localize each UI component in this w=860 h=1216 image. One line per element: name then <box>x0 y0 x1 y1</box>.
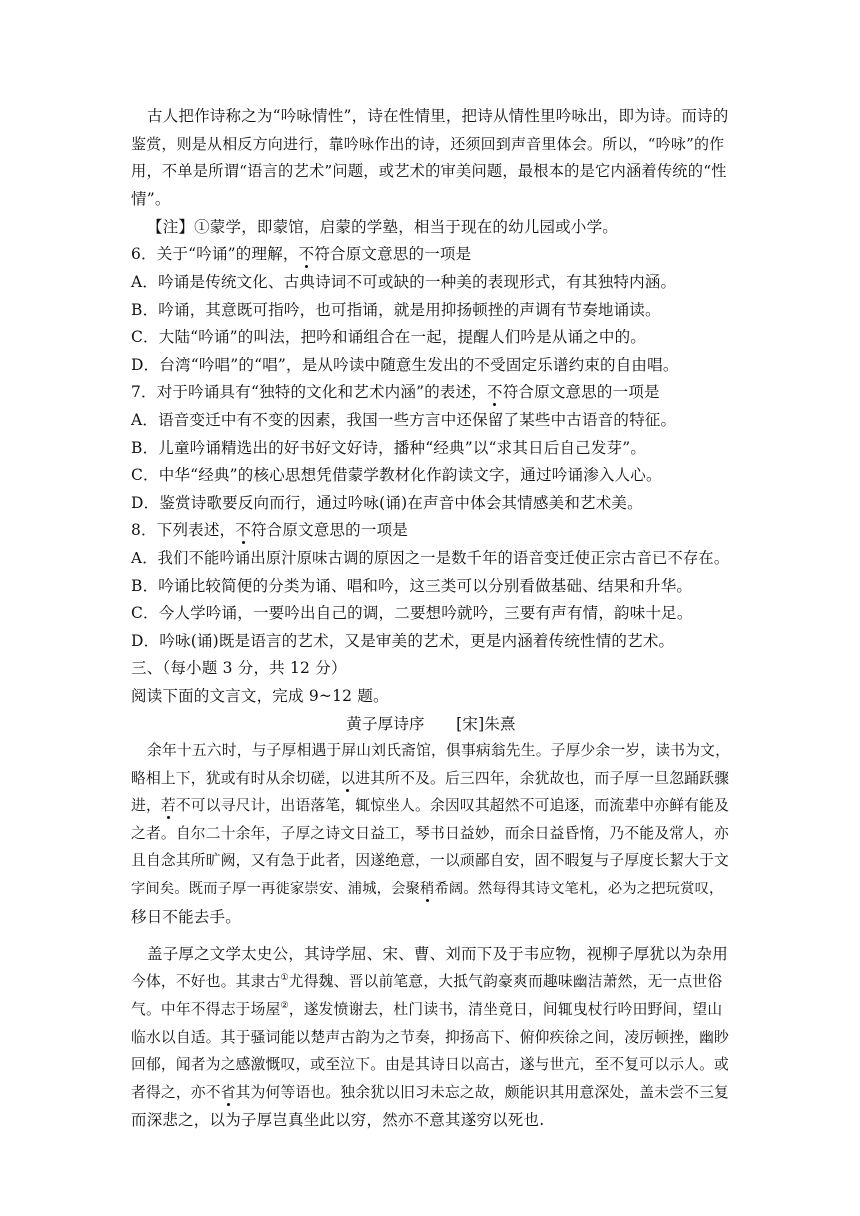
footnote-marker: ② <box>280 1001 289 1012</box>
q6-option-d: D．台湾“吟唱”的“唱”，是从吟读中随意生发出的不受固定乐谱约束的自由唱。 <box>131 356 679 374</box>
classical-text: 字间矣。既而子厚一再徙家崇安、浦城，会聚 <box>131 881 421 897</box>
classical-text: ，遂发愤谢去，杜门读书，清坐竟日，间辄曳杖行吟田野间，望山 <box>288 1001 723 1018</box>
poem-preface-title: 黄子厚诗序 [宋]朱熹 <box>346 715 516 733</box>
question-8 <box>131 519 408 541</box>
classical-line-9 <box>131 971 722 993</box>
q8-option-a: A．我们不能吟诵出原汁原味古调的原因之一是数千年的语音变迁使正宗古音已不存在。 <box>131 549 730 567</box>
classical-line-8: 盖子厚之文学太史公，其诗学屈、宋、曹、刘而下及于韦应物，视柳子厚犹以为杂用 <box>147 945 728 963</box>
emphasis-char: 以 <box>340 770 356 787</box>
q7-emphasis: 不 <box>487 383 503 401</box>
classical-text: 略相上下，犹或有时从余切磋， <box>131 770 341 787</box>
classical-line-12: 回郁，闻者为之感激慨叹，或至泣下。由是其诗日以高古，遂与世亢，至不复可以示人。或 <box>131 1056 729 1073</box>
classical-line-10 <box>131 999 722 1021</box>
classical-text: 者得之，亦不 <box>131 1084 221 1101</box>
section-instruction: 阅读下面的文言文，完成 9~12 题。 <box>131 687 389 705</box>
q6-emphasis: 不 <box>298 245 315 263</box>
classical-line-13 <box>131 1082 729 1104</box>
q7-option-a: A．语音变迁中有不变的因素，我国一些方言中还保留了某些中古语音的特征。 <box>131 411 677 429</box>
classical-text: 尤得魏、晋以前笔意，大抵气韵豪爽而趣味幽洁萧然，无一点世俗 <box>288 973 723 990</box>
question-6 <box>131 243 471 265</box>
q8-option-b: B．吟诵比较简便的分类为诵、唱和吟，这三类可以分别看做基础、结果和升华。 <box>131 577 693 595</box>
footnote-marker: ① <box>280 973 289 984</box>
passage-line-1: 古人把作诗称之为“吟咏情性”，诗在性情里，把诗从情性里吟咏出，即为诗。而诗的 <box>147 107 729 125</box>
q6-option-b: B．吟诵，其意既可指吟，也可指诵，就是用抑扬顿挫的声调有节奏地诵读。 <box>131 301 661 319</box>
emphasis-char: 稍 <box>420 881 435 897</box>
emphasis-char: 若 <box>160 797 176 814</box>
classical-text: 今体，不好也。其隶古 <box>131 973 281 990</box>
q7-stem-pre: 7．对于吟诵具有“独特的文化和艺术内涵”的表述， <box>131 383 488 401</box>
classical-text: 进其所不及。后三四年，余犹故也，而子厚一旦忽踊跃骤 <box>355 770 730 787</box>
q8-stem-post: 符合原文意思的一项是 <box>250 521 408 539</box>
passage-line-2: 鉴赏，则是从相反方向进行，靠吟咏作出的诗，还须回到声音里体会。所以，“吟咏”的作 <box>131 135 725 153</box>
footnote: 【注】①蒙学，即蒙馆，启蒙的学塾，相当于现在的幼儿园或小学。 <box>147 218 619 236</box>
q6-stem-pre: 6．关于“吟诵”的理解， <box>131 245 299 263</box>
classical-text: 希阔。然每得其诗文笔札，必为之把玩赏叹， <box>434 881 724 897</box>
q8-stem-pre: 8．下列表述， <box>131 521 236 539</box>
classical-line-4: 之者。自尔二十余年，子厚之诗文日益工，琴书日益妙，而余日益昏惰，乃不能及常人，亦 <box>131 825 729 842</box>
classical-text: 气。中年不得志于场屋 <box>131 1001 281 1018</box>
classical-text: 其为何等语也。独余犹以旧习未忘之故，颇能识其用意深处，盖未尝不三复 <box>235 1084 730 1101</box>
classical-line-2 <box>131 768 729 790</box>
classical-line-5: 且自念其所旷阙，又有急于此者，因遂绝意，一以顽鄙自安，固不暇复与子厚度长絜大于文 <box>131 852 729 869</box>
passage-line-3: 用，不单是所谓“语言的艺术”问题，或艺术的审美问题，最根本的是它内涵着传统的“性 <box>131 162 727 180</box>
emphasis-char: 省 <box>220 1084 236 1101</box>
classical-text: 进， <box>131 797 161 814</box>
q6-option-a: A．吟诵是传统文化、古典诗词不可或缺的一种美的表现形式，有其独特内涵。 <box>131 273 677 291</box>
passage-line-4: 情”。 <box>131 190 171 208</box>
classical-line-14: 而深悲之，以为子厚岂真坐此以穷，然亦不意其遂穷以死也. <box>131 1111 545 1129</box>
q7-stem-post: 符合原文意思的一项是 <box>502 383 660 401</box>
q7-option-b: B．儿童吟诵精选出的好书好文好诗，播种“经典”以“求其日后自己发芽”。 <box>131 439 647 457</box>
q7-option-d: D．鉴赏诗歌要反向而行，通过吟咏(诵)在声音中体会其情感美和艺术美。 <box>131 494 643 512</box>
classical-text: 不可以寻尺计，出语落笔，辄惊坐人。余因叹其超然不可追逐，而流辈中亦鲜有能及 <box>175 797 730 814</box>
section-heading: 三、（每小题 3 分，共 12 分） <box>131 659 347 677</box>
classical-line-1: 余年十五六时，与子厚相遇于屏山刘氏斋馆，俱事病翁先生。子厚少余一岁，读书为文， <box>147 742 731 759</box>
classical-line-3 <box>131 795 729 817</box>
classical-line-11: 临水以自适。其于骚词能以楚声古韵为之节奏，抑扬高下、俯仰疾徐之间，凌厉顿挫，幽眇 <box>131 1029 729 1046</box>
q8-emphasis: 不 <box>235 521 251 539</box>
q6-stem-post: 符合原文意思的一项是 <box>314 245 472 263</box>
q6-option-c: C．大陆“吟诵”的叫法，把吟和诵组合在一起，提醒人们吟是从诵之中的。 <box>131 328 647 346</box>
q7-option-c: C．中华“经典”的核心思想凭借蒙学教材化作韵读文字，通过吟诵渗入人心。 <box>131 466 662 484</box>
classical-line-7: 移日不能去手。 <box>131 908 241 926</box>
q8-option-d: D．吟咏(诵)既是语言的艺术，又是审美的艺术，更是内涵着传统性情的艺术。 <box>131 632 675 650</box>
question-7 <box>131 381 660 403</box>
q8-option-c: C．今人学吟诵，一要吟出自己的调，二要想吟就吟，三要有声有情，韵味十足。 <box>131 604 693 622</box>
classical-line-6 <box>131 878 723 900</box>
